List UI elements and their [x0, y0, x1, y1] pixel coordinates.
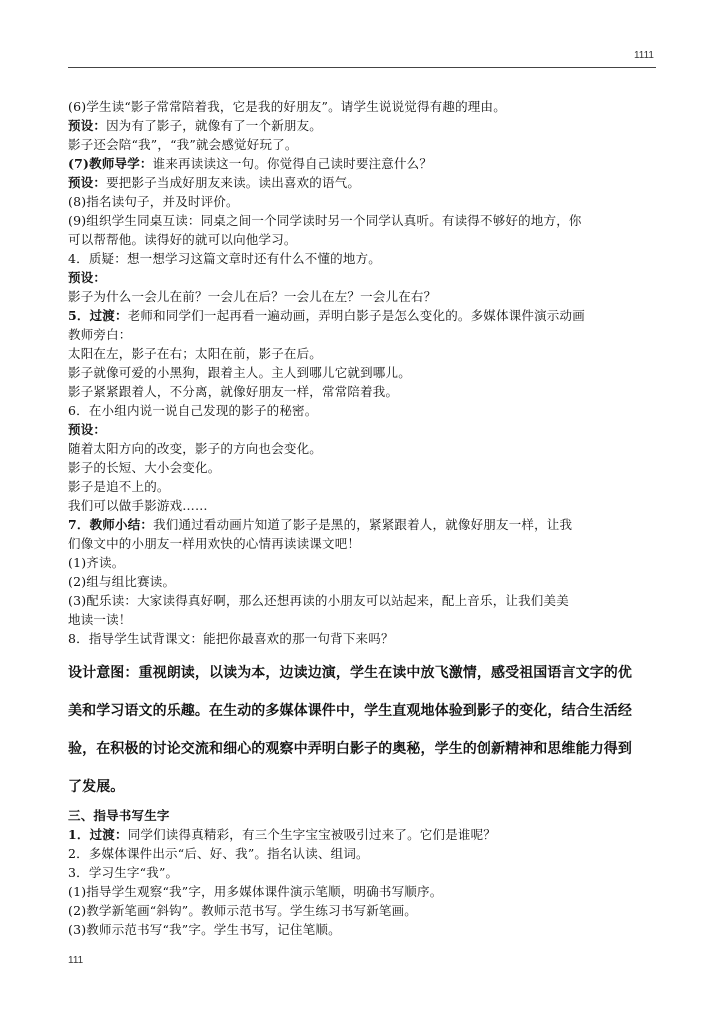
text-line	[68, 249, 658, 268]
line-text: (6)学生读“影子常常陪着我，它是我的好朋友”。请学生说说觉得有趣的理由。	[68, 99, 506, 114]
line-text: (1)齐读。	[68, 555, 125, 570]
line-label: 1．过渡：	[68, 827, 128, 842]
text-line	[68, 629, 658, 648]
line-text: 们像文中的小朋友一样用欢快的心情再读读课文吧！	[68, 536, 361, 551]
line-label: 5．过渡：	[68, 308, 128, 323]
line-text: (2)教学新笔画“斜钩”。教师示范书写。学生练习书写新笔画。	[68, 903, 417, 918]
text-line	[68, 116, 658, 135]
text-line	[68, 211, 658, 230]
line-text: 6．在小组内说一说自己发现的影子的秘密。	[68, 403, 318, 418]
line-label: 预设：	[68, 118, 107, 133]
line-label: 预设：	[68, 270, 107, 285]
text-line	[68, 806, 658, 825]
text-line	[68, 572, 658, 591]
line-text: 影子还会陪“我”，“我”就会感觉好玩了。	[68, 137, 298, 152]
design-intent-line: 了发展。	[68, 779, 125, 795]
text-line	[68, 363, 658, 382]
text-line	[68, 534, 658, 553]
text-line	[68, 420, 658, 439]
line-text: 教师旁白：	[68, 327, 132, 342]
line-text: (1)指导学生观察“我”字，用多媒体课件演示笔顺，明确书写顺序。	[68, 884, 443, 899]
text-line	[68, 515, 658, 534]
design-intent-line: 验，在积极的讨论交流和细心的观察中弄明白影子的奥秘，学生的创新精神和思维能力得到	[68, 741, 632, 757]
line-label: 预设：	[68, 422, 107, 437]
header-page-number: 1111	[633, 50, 654, 61]
text-line	[68, 477, 658, 496]
line-text: (2)组与组比赛读。	[68, 574, 176, 589]
line-text: 我们通过看动画片知道了影子是黑的，紧紧跟着人，就像好朋友一样，让我	[153, 517, 573, 532]
text-line	[68, 496, 658, 515]
text-line	[68, 382, 658, 401]
text-line	[68, 154, 658, 173]
text-line	[68, 325, 658, 344]
footer-page-number: 111	[68, 955, 84, 966]
line-label: 预设：	[68, 175, 107, 190]
section-writing-guidance	[68, 806, 658, 939]
line-text: 8．指导学生试背课文：能把你最喜欢的那一句背下来吗？	[68, 631, 394, 646]
line-text: 影子为什么一会儿在前？一会儿在后？一会儿在左？一会儿在右？	[68, 289, 437, 304]
text-line	[68, 306, 658, 325]
design-intent-line: 设计意图：重视朗读，以读为本，边读边演，学生在读中放飞激情，感受祖国语言文字的优	[68, 665, 632, 681]
text-line	[68, 553, 658, 572]
text-line	[68, 268, 658, 287]
text-line	[68, 230, 658, 249]
text-line	[68, 458, 658, 477]
text-line	[68, 173, 658, 192]
text-line	[68, 97, 658, 116]
lesson-steps	[68, 97, 658, 648]
text-line	[68, 882, 658, 901]
design-intent-line: 美和学习语文的乐趣。在生动的多媒体课件中，学生直观地体验到影子的变化，结合生活经	[68, 703, 632, 719]
text-line	[68, 863, 658, 882]
line-text: (3)教师示范书写“我”字。学生书写，记住笔顺。	[68, 922, 341, 937]
line-text: 谁来再读读这一句。你觉得自己读时要注意什么？	[152, 156, 433, 171]
text-line	[68, 439, 658, 458]
line-text: 老师和同学们一起再看一遍动画，弄明白影子是怎么变化的。多媒体课件演示动画	[127, 308, 585, 323]
header-divider	[68, 67, 656, 68]
line-text: (9)组织学生同桌互读：同桌之间一个同学读时另一个同学认真听。有读得不够好的地方，你	[68, 213, 582, 228]
text-line	[68, 610, 658, 629]
line-label: 三、指导书写生字	[68, 808, 170, 823]
text-line	[68, 920, 658, 939]
line-text: 影子的长短、大小会变化。	[68, 460, 221, 475]
line-text: 因为有了影子，就像有了一个新朋友。	[106, 118, 323, 133]
line-text: 我们可以做手影游戏……	[68, 498, 208, 513]
line-text: 影子紧紧跟着人，不分离，就像好朋友一样，常常陪着我。	[68, 384, 399, 399]
text-line	[68, 287, 658, 306]
line-text: 太阳在左，影子在右；太阳在前，影子在后。	[68, 346, 323, 361]
line-label: (7)教师导学：	[68, 156, 153, 171]
line-text: 要把影子当成好朋友来读。读出喜欢的语气。	[106, 175, 361, 190]
line-text: 影子就像可爱的小黑狗，跟着主人。主人到哪儿它就到哪儿。	[68, 365, 411, 380]
line-text: (3)配乐读：大家读得真好啊，那么还想再读的小朋友可以站起来，配上音乐，让我们美美	[68, 593, 569, 608]
text-line	[68, 591, 658, 610]
text-line	[68, 901, 658, 920]
text-line	[68, 344, 658, 363]
line-text: 4．质疑：想一想学习这篇文章时还有什么不懂的地方。	[68, 251, 381, 266]
lesson-content	[68, 97, 658, 939]
line-text: 2．多媒体课件出示“后、好、我”。指名认读、组词。	[68, 846, 369, 861]
line-text: 同学们读得真精彩，有三个生字宝宝被吸引过来了。它们是谁呢？	[127, 827, 497, 842]
design-intent	[68, 654, 658, 806]
line-text: 3．学习生字“我”。	[68, 865, 179, 880]
text-line	[68, 401, 658, 420]
text-line	[68, 844, 658, 863]
text-line	[68, 825, 658, 844]
text-line	[68, 135, 658, 154]
line-text: (8)指名读句子，并及时评价。	[68, 194, 239, 209]
line-text: 随着太阳方向的改变，影子的方向也会变化。	[68, 441, 323, 456]
line-text: 地读一读！	[68, 612, 132, 627]
line-label: 7．教师小结：	[68, 517, 154, 532]
text-line	[68, 192, 658, 211]
line-text: 可以帮帮他。读得好的就可以向他学习。	[68, 232, 297, 247]
line-text: 影子是追不上的。	[68, 479, 170, 494]
